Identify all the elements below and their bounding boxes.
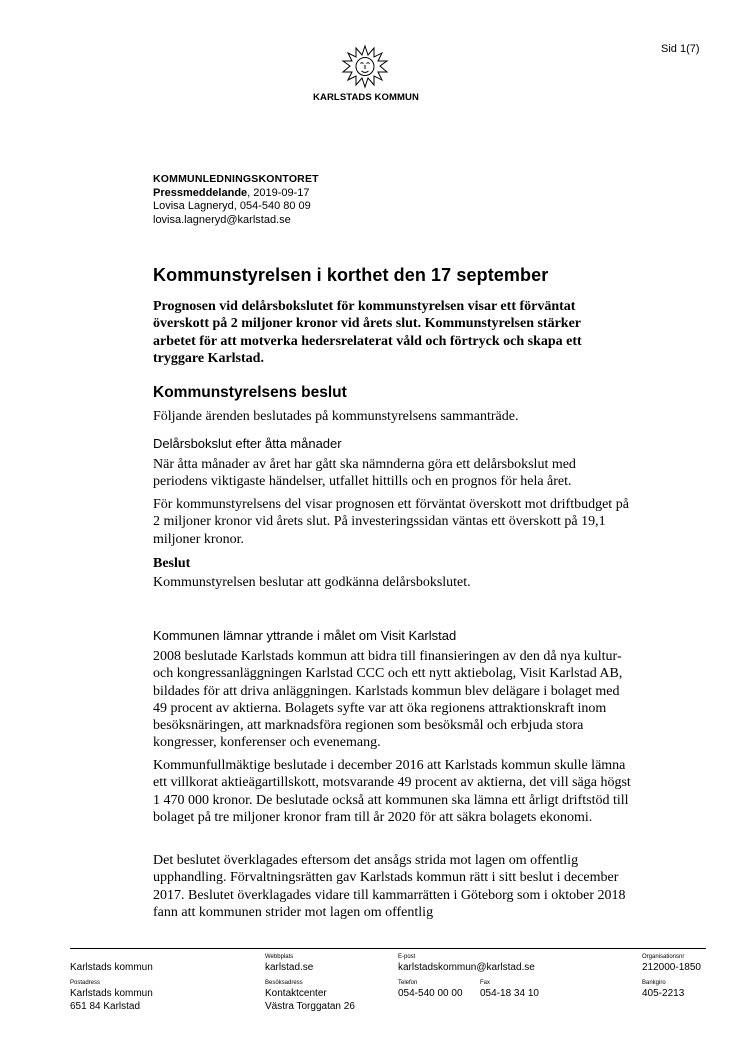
item2-paragraph-2: Kommunfullmäktige beslutade i december 2016 att Karlstads kommun skulle lämna ett villkorat aktieägartillskott, motsvarande 49 procent av aktierna, det vill säga högst 1 470 000 kronor. De beslutade också att kommunen ska lämna ett årligt driftstöd till bolaget på tre miljoner kronor fram till år 2020 för att säkra bolagets ekonomi. [153,758,631,825]
footer-web-label: Webbplats [265,954,294,960]
press-label: Pressmeddelande [153,186,248,199]
item2-paragraph-3: Det beslutet överklagades eftersom det ansågs strida mot lagen om offentlig upphandling. Förvaltningsrätten gav Karlstads kommun rätt i sitt beslut i december 2017. Beslutet överklagades vidare till kammarrätten i Göteborg som i oktober 2018 fann att kommunen strider mot lagen om offentlig [153,853,626,920]
footer-visit-2: Västra Torggatan 26 [265,1001,355,1012]
footer-postal-2: 651 84 Karlstad [70,1001,141,1012]
item1-paragraph-2: För kommunstyrelsens del visar prognosen ett förväntat överskott mot driftbudget på 2 miljoner kronor vid årets slut. På investeringssidan väntas ett överskott på 19,1 miljoner kronor. [153,497,629,547]
item2-paragraph-1: 2008 beslutade Karlstads kommun att bidra till finansieringen av den då nya kultur- och kongressanläggningen Karlstad CCC och ett nytt aktiebolag, Visit Karlstad AB, bildades för att driva anläggningen. Karlstads kommun blev delägare i bolaget med 49 procent av aktierna. Bolagets syfte var att öka regionens attraktionskraft inom besöksnäringen, att marknadsföra regionen som besöksmål och erbjuda stora kongresser, konferenser och evenemang. [153,649,623,751]
footer-fax-label: Fax [480,980,491,986]
department: KOMMUNLEDNINGSKONTORET [153,173,319,185]
footer-visit-1: Kontaktcenter [265,988,327,999]
org-name: KARLSTADS KOMMUN [313,92,419,103]
decision-label: Beslut [153,556,191,571]
footer-org-name: Karlstads kommun [70,962,153,973]
footer-phone-label: Telefon [398,980,418,986]
lead-paragraph: Prognosen vid delårsbokslutet för kommunstyrelsen visar ett förväntat överskott på 2 miljoner kronor vid årets slut. Kommunstyrelsen stärker arbetet för att motverka hedersrelaterat våld och förtryck och skapa ett tryggare Karlstad. [153,299,582,366]
press-date: , 2019-09-17 [247,186,310,199]
footer-phone: 054-540 00 00 [398,988,463,999]
item1-paragraph-1: När åtta månader av året har gått ska nämnderna göra ett delårsbokslut med periodens viktigaste händelser, utfallet hittills och en prognos för hela året. [153,457,576,490]
footer-email-link[interactable]: karlstadskommun@karlstad.se [398,962,535,973]
footer-orgnr: 212000-1850 [642,962,701,973]
footer-web-link[interactable]: karlstad.se [265,962,314,973]
contact-line: Lovisa Lagneryd, 054-540 80 09 [153,200,311,212]
item-heading-visit-karlstad: Kommunen lämnar yttrande i målet om Visit Karlstad [153,628,457,643]
footer-bankgiro: 405-2213 [642,988,685,999]
footer-bankgiro-label: Bankgiro [642,980,666,986]
item-heading-delarsbokslut: Delårsbokslut efter åtta månader [153,436,342,451]
footer-fax: 054-18 34 10 [480,988,539,999]
karlstad-sun-logo-icon [340,44,390,90]
footer-email-label: E-post [398,954,416,960]
footer-postal-label: Postadress [70,980,101,986]
footer-postal-1: Karlstads kommun [70,988,153,999]
section-intro: Följande ärenden beslutades på kommunstyrelsens sammanträde. [153,409,519,424]
contact-email: lovisa.lagneryd@karlstad.se [153,213,291,226]
page-title: Kommunstyrelsen i korthet den 17 september [153,265,549,285]
section-heading: Kommunstyrelsens beslut [153,384,347,401]
footer-divider [70,948,706,949]
footer-visit-label: Besöksadress [265,980,303,986]
page-number: Sid 1(7) [661,43,700,55]
press-line [153,187,623,201]
decision-text: Kommunstyrelsen beslutar att godkänna delårsbokslutet. [153,575,471,590]
sender-block [153,173,623,227]
footer-orgnr-label: Organisationsnr [642,954,685,960]
